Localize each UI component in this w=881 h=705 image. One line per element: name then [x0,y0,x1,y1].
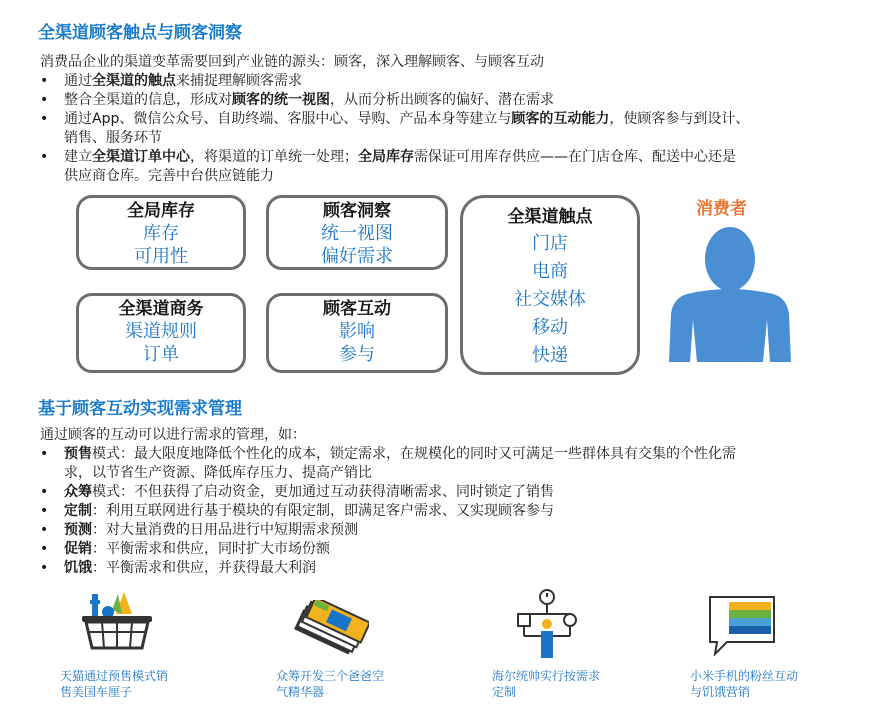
example-caption: 天猫通过预售模式销 售美国车厘子 [60,669,169,699]
section-heading-touchpoints: 全渠道顾客触点与顾客洞察 [38,23,242,43]
bullet-item: • 预测：对大量消费的日用品进行中短期需求预测 [40,522,358,538]
box-item: 偏好需求 [321,246,393,267]
box-item: 统一视图 [321,223,393,244]
section-intro: 消费品企业的渠道变革需要回到产业链的源头：顾客，深入理解顾客、与顾客互动 [40,54,544,70]
box-title: 全渠道触点 [507,207,593,227]
bullet-item: • 饥饿：平衡需求和供应，并获得最大利润 [40,560,316,576]
box-item: 影响 [339,321,375,342]
box-item: 可用性 [134,246,188,267]
box-customer-interaction [266,293,448,373]
process-flow-icon [514,588,580,658]
box-item: 门店 [532,233,568,254]
bullet-item: • 定制：利用互联网进行基于模块的有限定制，即满足客户需求、又实现顾客参与 [40,503,554,519]
bullet-item: • 建立全渠道订单中心，将渠道的订单统一处理；全局库存需保证可用库存供应——在门店仓库、配送中心还是 供应商仓库。完善中台供应链能力 [40,149,736,184]
bullet-item: • 促销：平衡需求和供应，同时扩大市场份额 [40,541,330,557]
box-title: 全渠道商务 [118,299,204,319]
box-item: 快递 [532,345,568,366]
box-customer-insight [266,195,448,270]
box-item: 订单 [143,344,179,365]
example-caption: 小米手机的粉丝互动 与饥饿营销 [690,669,799,699]
box-item: 参与 [339,344,375,365]
section-intro: 通过顾客的互动可以进行需求的管理，如： [40,427,306,443]
bullet-item: • 通过App、微信公众号、自助终端、客服中心、导购、产品本身等建立与顾客的互动能力，使顾客参与到设计、 销售、服务环节 [40,111,750,146]
box-title: 顾客互动 [323,299,391,319]
bullet-item: • 众筹模式：不但获得了启动资金，更加通过互动获得清晰需求、同时锁定了销售 [40,484,554,500]
box-item: 渠道规则 [125,321,197,342]
example-caption: 海尔统帅实行按需求 定制 [492,669,601,699]
consumer-label: 消费者 [696,199,747,219]
box-title: 全局库存 [127,201,195,221]
box-omnichannel-commerce [76,293,246,373]
person-icon [665,222,795,367]
box-item: 库存 [143,223,179,244]
section-heading-demand: 基于顾客互动实现需求管理 [38,399,242,419]
bullet-item: • 整合全渠道的信息，形成对顾客的统一视图，从而分析出顾客的偏好、潜在需求 [40,92,554,108]
bullet-item: • 预售模式：最大限度地降低个性化的成本，锁定需求，在规模化的同时又可满足一些群体具有交集的个性化需 求，以节省生产资源、降低库存压力、提高产销比 [40,446,736,481]
chat-bubble-icon [707,594,777,656]
money-stack-icon [289,600,369,660]
box-item: 移动 [532,317,568,338]
box-global-inventory [76,195,246,270]
box-item: 电商 [532,261,568,282]
box-title: 顾客洞察 [323,201,391,221]
example-caption: 众筹开发三个爸爸空 气精华器 [276,669,385,699]
box-omnichannel-touchpoints [460,195,640,375]
shopping-basket-icon [78,590,156,658]
box-item: 社交媒体 [514,289,586,310]
bullet-item: • 通过全渠道的触点来捕捉理解顾客需求 [40,73,302,89]
